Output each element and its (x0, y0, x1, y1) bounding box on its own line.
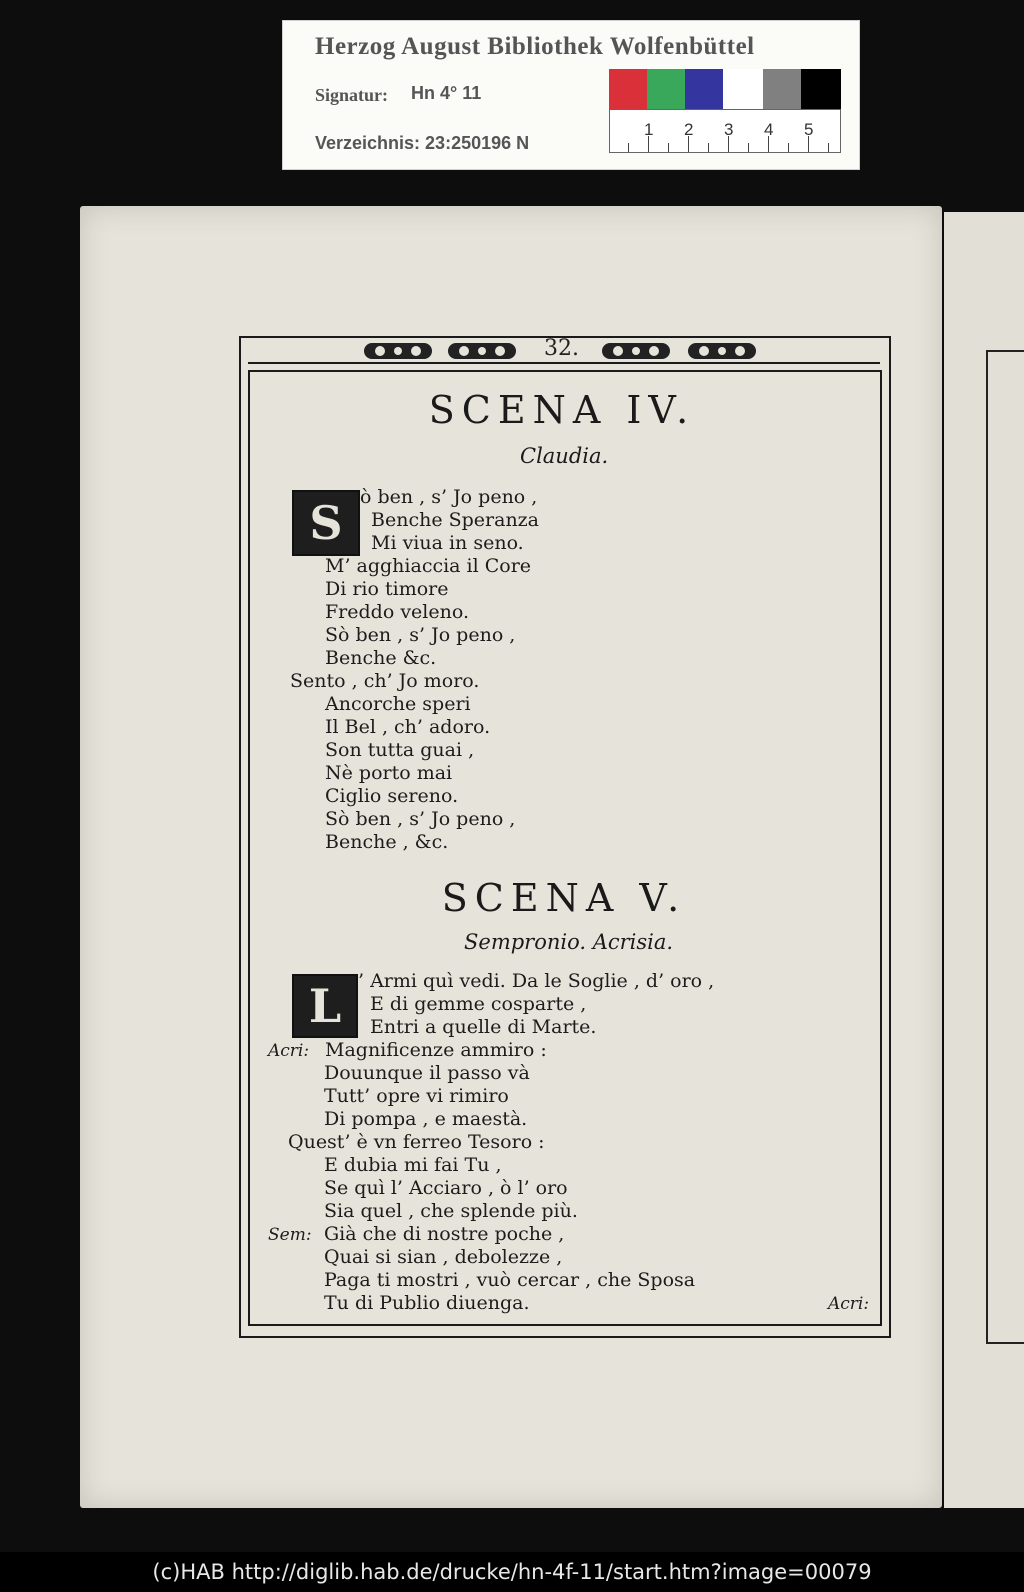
library-name: Herzog August Bibliothek Wolfenbüttel (315, 33, 755, 60)
verse-line: Sia quel , che splende più. (324, 1200, 578, 1222)
verse-line: Freddo veleno. (325, 601, 469, 623)
page-number: 32. (544, 336, 579, 361)
verse-line: Benche &c. (325, 647, 437, 669)
verse-line: Nè porto mai (325, 762, 453, 784)
color-calibration-swatches (609, 69, 841, 109)
scene-persons: Claudia. (520, 444, 609, 468)
verse-line: Sò ben , s’ Jo peno , (325, 624, 516, 646)
ornament-icon (362, 338, 434, 364)
verse-line: Ancorche speri (325, 693, 471, 715)
ruler-number: 5 (804, 120, 814, 139)
verse-line: Benche Speranza (371, 509, 540, 531)
ruler-number: 2 (684, 120, 694, 139)
copyright-footer: (c)HAB http://diglib.hab.de/drucke/hn-4f-11/start.htm?image=00079 (0, 1552, 1024, 1592)
verse-line: Paga ti mostri , vuò cercar , che Sposa (324, 1269, 696, 1291)
verse-line: Entri a quelle di Marte. (370, 1016, 597, 1038)
verse-line: Sento , ch’ Jo moro. (290, 670, 480, 692)
signatur-value: Hn 4° 11 (411, 83, 482, 103)
verse-line: Già che di nostre poche , (324, 1223, 565, 1245)
drop-cap: S (292, 490, 360, 556)
scene-title: SCENA V. (441, 876, 687, 920)
verse-line: Di pompa , e maestà. (324, 1108, 528, 1130)
speaker-label: Sem: (268, 1225, 312, 1245)
verse-line: Tutt’ opre vi rimiro (324, 1085, 509, 1107)
swatch-green (647, 69, 685, 109)
verse-line: ’ Armi quì vedi. Da le Soglie , d’ oro , (358, 970, 715, 992)
scene-title: SCENA IV. (428, 388, 696, 432)
verse-line: Se quì l’ Acciaro , ò l’ oro (324, 1177, 568, 1199)
verse-line: ò ben , s’ Jo peno , (360, 486, 538, 508)
verse-line: Il Bel , ch’ adoro. (325, 716, 491, 738)
scene-persons: Sempronio. Acrisia. (464, 930, 674, 954)
verse-line: Douunque il passo và (324, 1062, 530, 1084)
adjacent-page-frame (986, 350, 1024, 1344)
ruler-number: 1 (644, 120, 654, 139)
swatch-red (609, 69, 647, 109)
verse-line: M’ agghiaccia il Core (325, 555, 532, 577)
header-rule (248, 362, 880, 364)
swatch-white (723, 69, 763, 109)
verse-line: Quai si sian , debolezze , (324, 1246, 563, 1268)
drop-cap: L (292, 974, 358, 1038)
ruler-number: 3 (724, 120, 734, 139)
verse-line: Sò ben , s’ Jo peno , (325, 808, 516, 830)
signatur-label: Signatur: (315, 85, 389, 105)
verse-line: Magnificenze ammiro : (325, 1039, 547, 1061)
verse-line: Tu di Publio diuenga. (324, 1292, 530, 1314)
swatch-black (801, 69, 841, 109)
ornament-icon (686, 338, 758, 364)
swatch-gray (763, 69, 801, 109)
library-label (282, 20, 860, 170)
swatch-blue (685, 69, 723, 109)
verse-line: Son tutta guai , (325, 739, 475, 761)
verse-line: Mi viua in seno. (371, 532, 524, 554)
speaker-label: Acri: (268, 1041, 310, 1061)
catchword: Acri: (828, 1294, 870, 1314)
scale-ruler (609, 109, 841, 153)
verse-line: Di rio timore (325, 578, 449, 600)
verse-line: Quest’ è vn ferreo Tesoro : (288, 1131, 545, 1153)
verzeichnis: Verzeichnis: 23:250196 N (315, 133, 530, 153)
ruler-number: 4 (764, 120, 774, 139)
ornament-icon (600, 338, 672, 364)
verse-line: E dubia mi fai Tu , (324, 1154, 502, 1176)
verse-line: Benche , &c. (325, 831, 449, 853)
verse-line: Ciglio sereno. (325, 785, 459, 807)
verse-line: E di gemme cosparte , (370, 993, 587, 1015)
ornament-icon (446, 338, 518, 364)
